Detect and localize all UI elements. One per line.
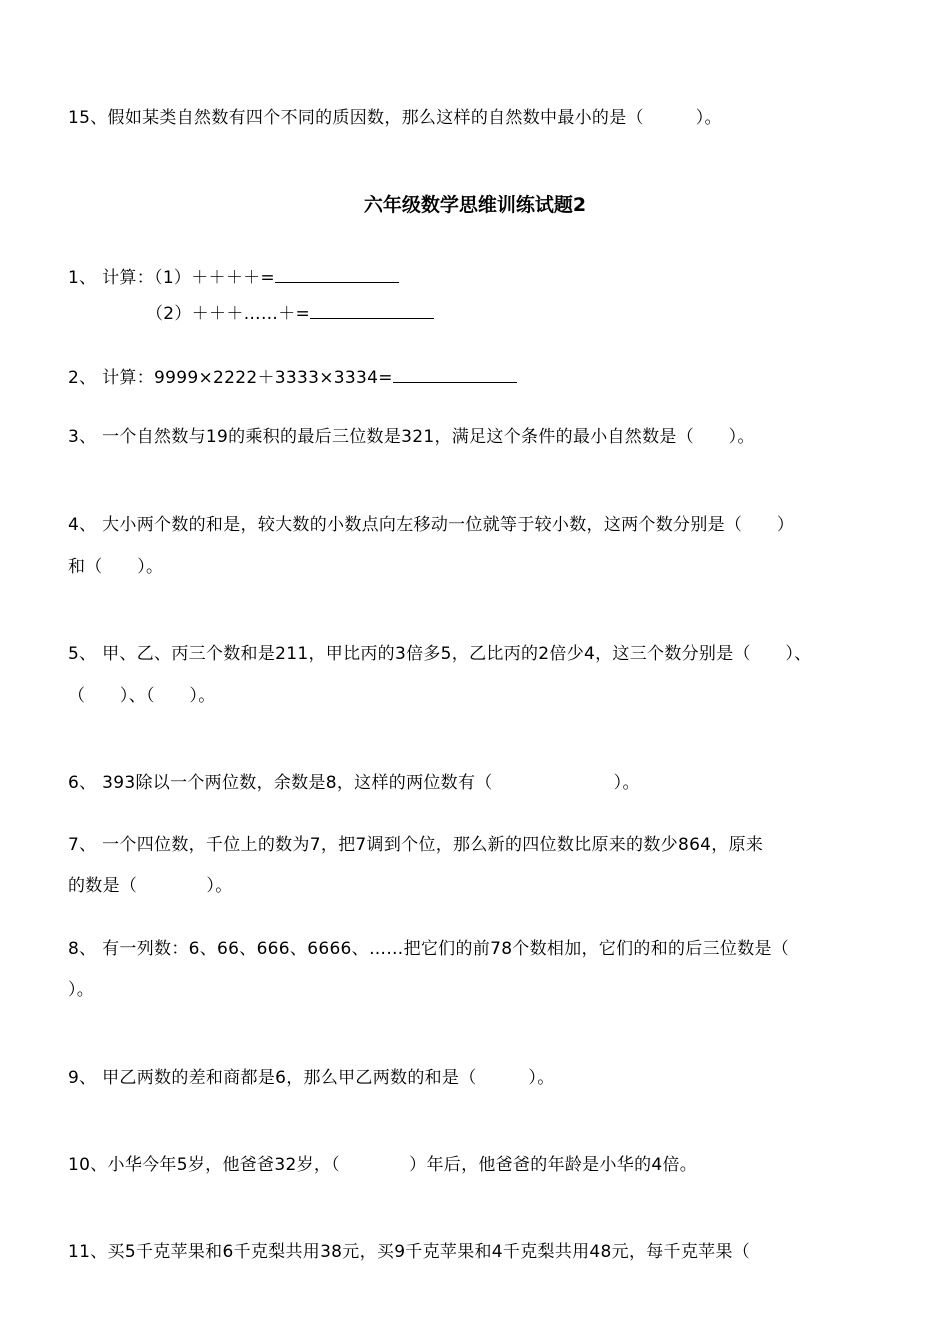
question-1-part-1: [68, 264, 399, 290]
question-6: 6、 393除以一个两位数，余数是8，这样的两位数有（ ）。: [68, 773, 640, 793]
page-title: 六年级数学思维训练试题2: [363, 194, 587, 216]
question-7-line-1: 7、 一个四位数，千位上的数为7，把7调到个位，那么新的四位数比原来的数少864，原来: [68, 835, 764, 855]
question-5-line-1: 5、 甲、乙、丙三个数和是211，甲比丙的3倍多5，乙比丙的2倍少4，这三个数分别是（ ）、: [68, 644, 812, 664]
question-2: [68, 364, 517, 390]
answer-blank: [310, 300, 434, 319]
question-3: 3、 一个自然数与19的乘积的最后三位数是321，满足这个条件的最小自然数是（ ）。: [68, 427, 755, 447]
answer-blank: [393, 364, 517, 383]
question-2-text: 2、 计算：9999×2222＋3333×3334=: [68, 368, 393, 388]
question-8-line-1: 8、 有一列数：6、66、666、6666、……把它们的前78个数相加，它们的和的后三位数是（: [68, 939, 790, 959]
question-15: 15、假如某类自然数有四个不同的质因数，那么这样的自然数中最小的是（ ）。: [68, 108, 722, 128]
question-11: 11、买5千克苹果和6千克梨共用38元，买9千克苹果和4千克梨共用48元，每千克苹果（: [68, 1242, 751, 1262]
question-1-part-2-text: （2）＋＋＋……＋=: [146, 304, 311, 324]
question-10: 10、小华今年5岁，他爸爸32岁，（ ）年后，他爸爸的年龄是小华的4倍。: [68, 1155, 698, 1175]
question-5-line-2: （ ）、（ ）。: [68, 686, 216, 706]
question-7-line-2: 的数是（ ）。: [68, 876, 233, 896]
question-9: 9、 甲乙两数的差和商都是6，那么甲乙两数的和是（ ）。: [68, 1068, 555, 1088]
question-8-line-2: ）。: [68, 980, 95, 1000]
answer-blank: [275, 264, 399, 283]
question-4-line-2: 和（ ）。: [68, 557, 164, 577]
question-1-part-1-text: 1、 计算：（1）＋＋＋＋=: [68, 268, 275, 288]
question-1-part-2: [146, 300, 434, 326]
question-4-line-1: 4、 大小两个数的和是，较大数的小数点向左移动一位就等于较小数，这两个数分别是（ ）: [68, 515, 795, 535]
